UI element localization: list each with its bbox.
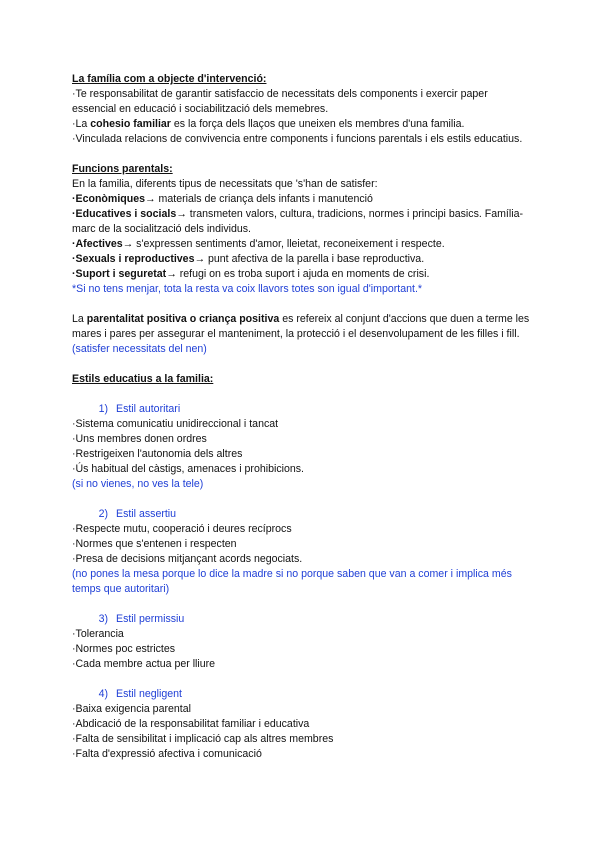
note-text: (satisfer necessitats del nen) (72, 343, 207, 355)
style-name: Estil permissiu (116, 613, 185, 625)
spacer (72, 387, 532, 402)
funcio-description: → materials de criança dels infants i manutenció (145, 193, 373, 205)
style-number: 1) (98, 403, 108, 415)
paragraph-line: ·Vinculada relacions de convivencia entre components i funcions parentals i els estils educatius. (72, 133, 523, 145)
bold-term: cohesio familiar (90, 118, 171, 130)
funcio-description: → transmeten valors, cultura, tradicions, normes i principi basics. Família-marc de la socialització dels individus. (72, 208, 524, 235)
style-title (72, 507, 532, 522)
funcio-description: → refugi on es troba suport i ajuda en moments de crisi. (166, 268, 430, 280)
text-rest: es refereix al conjunt d'accions que duen a terme les mares i pares per assegurar el manteniment, la protecció i el desenvolupament de les filles i fill. (72, 313, 530, 340)
bold-term: parentalitat positiva o criança positiva (86, 313, 280, 325)
section-heading-estils: Estils educatius a la familia: (72, 373, 214, 385)
funcio-name: ·Afectives (72, 238, 123, 250)
style-number: 4) (98, 688, 108, 700)
funcio-name: ·Econòmiques (72, 193, 145, 205)
style-title (72, 612, 532, 627)
text-prefix: La (72, 313, 87, 325)
estils-list (72, 387, 532, 762)
funcio-description: → s'expressen sentiments d'amor, lleietat, reconeixement i respecte. (122, 238, 445, 250)
funcio-item (72, 207, 532, 237)
style-example-note: (si no vienes, no ves la tele) (72, 478, 204, 490)
spacer (72, 597, 532, 612)
spacer (72, 672, 532, 687)
section-heading-funcions: Funcions parentals: (72, 163, 173, 175)
style-name: Estil autoritari (116, 403, 181, 415)
funcio-item (72, 267, 532, 282)
style-feature: ·Ús habitual del càstigs, amenaces i prohibicions. (72, 463, 305, 475)
style-feature: ·Cada membre actua per lliure (72, 658, 216, 670)
paragraph-line: ·Te responsabilitat de garantir satisfaccio de necessitats dels components i exercir paper essencial en educació i sociabilització dels memebres. (72, 88, 488, 115)
style-feature: ·Abdicació de la responsabilitat familiar i educativa (72, 718, 310, 730)
style-title (72, 687, 532, 702)
style-title (72, 402, 532, 417)
funcio-name: ·Suport i seguretat (72, 268, 167, 280)
style-feature: ·Tolerancia (72, 628, 124, 640)
style-name: Estil assertiu (116, 508, 177, 520)
funcio-name: ·Sexuals i reproductives (72, 253, 195, 265)
funcio-description: → punt afectiva de la parella i base reproductiva. (194, 253, 425, 265)
document-body (72, 72, 532, 762)
paragraph-line: En la familia, diferents tipus de necessitats que 's'han de satisfer: (72, 178, 378, 190)
funcio-item (72, 237, 532, 252)
style-feature: ·Normes poc estrictes (72, 643, 176, 655)
style-feature: ·Falta d'expressió afectiva i comunicació (72, 748, 262, 760)
text-rest: es la força dels llaços que uneixen els membres d'una familia. (170, 118, 465, 130)
funcio-name: ·Educatives i socials (72, 208, 177, 220)
parentalitat-paragraph (72, 312, 532, 357)
style-example-note: (no pones la mesa porque lo dice la madre si no porque saben que van a comer i implica més temps que autoritari) (72, 568, 512, 595)
style-feature: ·Normes que s'entenen i respecten (72, 538, 237, 550)
style-feature: ·Uns membres donen ordres (72, 433, 207, 445)
style-feature: ·Baixa exigencia parental (72, 703, 191, 715)
note-text: *Si no tens menjar, tota la resta va coix llavors totes son igual d'important.* (72, 283, 423, 295)
spacer (72, 492, 532, 507)
style-feature: ·Presa de decisions mitjançant acords negociats. (72, 553, 303, 565)
funcio-item (72, 192, 532, 207)
style-feature: ·Restrigeixen l'autonomia dels altres (72, 448, 243, 460)
style-feature: ·Respecte mutu, cooperació i deures recíprocs (72, 523, 292, 535)
style-name: Estil negligent (116, 688, 182, 700)
style-number: 2) (98, 508, 108, 520)
style-number: 3) (98, 613, 108, 625)
section-heading-familia: La família com a objecte d'intervenció: (72, 73, 267, 85)
text-prefix: ·La (72, 118, 91, 130)
funcions-list (72, 192, 532, 282)
funcio-item (72, 252, 532, 267)
style-feature: ·Falta de sensibilitat i implicació cap als altres membres (72, 733, 334, 745)
style-feature: ·Sistema comunicatiu unidireccional i tancat (72, 418, 279, 430)
paragraph-line (72, 117, 532, 132)
